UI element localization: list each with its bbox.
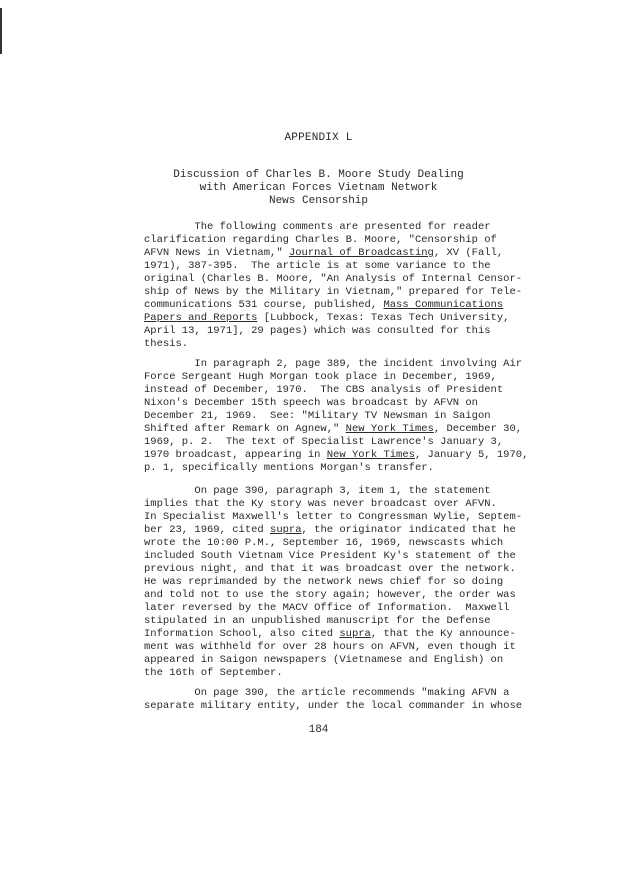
underlined-title: New York Times [345,423,434,435]
paragraph-1 [144,221,594,351]
text-segment: stipulated in an unpublished manuscript for the Defense [144,615,491,627]
text-segment: In paragraph 2, page 389, the incident involving Air [144,358,523,370]
text-segment: In Specialist Maxwell's letter to Congressman Wylie, Septem- [144,511,523,523]
text-segment: 1969, p. 2. The text of Specialist Lawrence's January 3, [144,436,504,448]
text-segment: Information School, also cited [144,628,340,640]
text-line [144,286,594,299]
text-line [144,449,594,462]
text-segment: April 13, 1971], 29 pages) which was consulted for this [144,325,491,337]
text-line [144,410,594,423]
text-segment: ment was withheld for over 28 hours on AFVN, even though it [144,641,516,653]
text-segment: original (Charles B. Moore, "An Analysis of Internal Censor- [144,273,523,285]
text-segment: December 21, 1969. See: "Military TV Newsman in Saigon [144,410,491,422]
text-segment: included South Vietnam Vice President Ky's statement of the [144,550,516,562]
text-segment: On page 390, paragraph 3, item 1, the statement [144,485,491,497]
text-segment: communications 531 course, published, [144,299,384,311]
text-segment: implies that the Ky story was never broadcast over AFVN. [144,498,497,510]
text-line [144,273,594,286]
text-line [144,563,594,576]
text-segment: Shifted after Remark on Agnew," [144,423,346,435]
text-line [144,436,594,449]
text-segment: , the originator indicated that he [301,524,516,536]
text-segment: Nixon's December 15th speech was broadcast by AFVN on [144,397,478,409]
text-segment: 1971), 387-395. The article is at some variance to the [144,260,491,272]
text-line [144,371,594,384]
appendix-heading: APPENDIX L [284,132,353,144]
title-line: with American Forces Vietnam Network [199,182,438,194]
underlined-title: supra [339,628,371,640]
text-line [144,687,594,700]
text-line [144,589,594,602]
text-segment: 1970 broadcast, appearing in [144,449,327,461]
text-line [144,641,594,654]
document-title [0,169,637,208]
text-line [144,358,594,371]
text-segment: and told not to use the story again; however, the order was [144,589,516,601]
text-segment: ber 23, 1969, cited [144,524,271,536]
text-segment: [Lubbock, Texas: Texas Tech University, [257,312,510,324]
text-line [144,462,594,475]
paragraph-4 [144,687,594,713]
text-segment: wrote the 10:00 P.M., September 16, 1969, newscasts which [144,537,504,549]
text-segment: thesis. [144,338,189,350]
text-segment: On page 390, the article recommends "making AFVN a [144,687,510,699]
text-line [144,700,594,713]
text-line [144,338,594,351]
underlined-title: Papers and Reports [144,312,258,324]
text-line [144,325,594,338]
text-line [144,234,594,247]
text-line [144,247,594,260]
text-segment: , that the Ky announce- [370,628,516,640]
text-segment: clarification regarding Charles B. Moore, "Censorship of [144,234,497,246]
text-segment: the 16th of September. [144,667,283,679]
underlined-title: New York Times [326,449,415,461]
text-segment: appeared in Saigon newspapers (Vietnamese and English) on [144,654,504,666]
text-line [144,485,594,498]
text-segment: The following comments are presented for reader [144,221,491,233]
paragraph-3 [144,485,594,680]
text-segment: previous night, and that it was broadcast over the network. [144,563,516,575]
text-line [144,511,594,524]
paragraph-2 [144,358,594,475]
text-segment: , January 5, 1970, [414,449,529,461]
text-line [144,384,594,397]
text-segment: later reversed by the MACV Office of Information. Maxwell [144,602,510,614]
text-line [144,260,594,273]
text-segment: ship of News by the Military in Vietnam," prepared for Tele- [144,286,523,298]
text-line [144,576,594,589]
text-segment: Force Sergeant Hugh Morgan took place in December, 1969, [144,371,497,383]
text-segment: AFVN News in Vietnam," [144,247,289,259]
text-segment: separate military entity, under the local commander in whose [144,700,523,712]
text-segment: instead of December, 1970. The CBS analysis of President [144,384,504,396]
text-line [144,667,594,680]
title-line: News Censorship [268,195,369,207]
text-segment: , December 30, [433,423,523,435]
text-line [144,221,594,234]
title-line: Discussion of Charles B. Moore Study Dealing [173,169,464,181]
text-segment: p. 1, specifically mentions Morgan's transfer. [144,462,434,474]
text-line [144,397,594,410]
underlined-title: Journal of Broadcasting [288,247,434,259]
page-number: 184 [308,724,329,736]
text-line [144,299,594,312]
text-line [144,654,594,667]
underlined-title: Mass Communications [383,299,504,311]
text-line [144,602,594,615]
text-line [144,498,594,511]
text-segment: He was reprimanded by the network news chief for so doing [144,576,504,588]
text-line [144,524,594,537]
text-line [144,628,594,641]
text-segment: , XV (Fall, [433,247,504,259]
text-line [144,312,594,325]
text-line [144,550,594,563]
underlined-title: supra [270,524,302,536]
text-line [144,423,594,436]
text-line [144,537,594,550]
text-line [144,615,594,628]
